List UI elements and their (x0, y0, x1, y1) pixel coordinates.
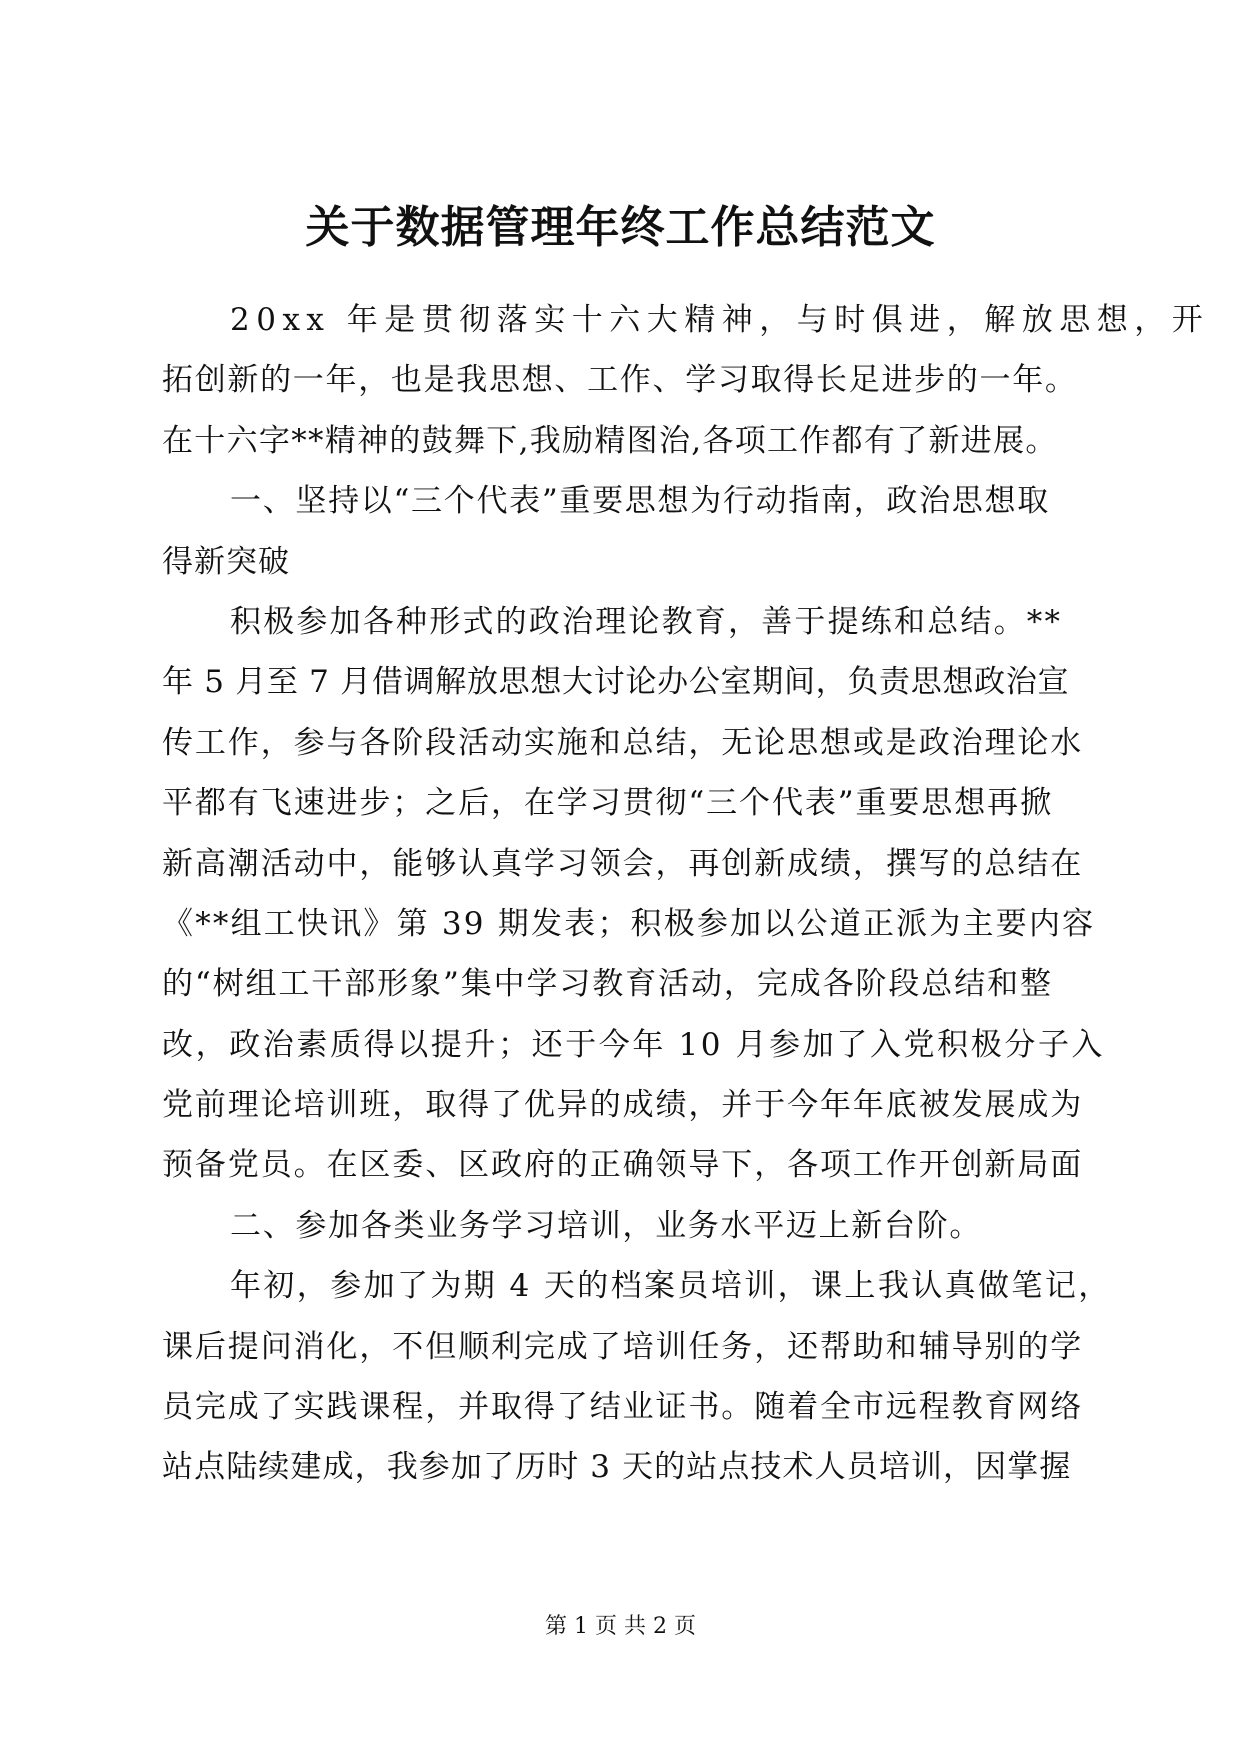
text-line: 20xx 年是贯彻落实十六大精神，与时俱进，解放思想，开 (230, 302, 1210, 338)
text-line: 《**组工快讯》第 39 期发表；积极参加以公道正派为主要内容 (162, 905, 1096, 942)
text-line: 积极参加各种形式的政治理论教育，善于提练和总结。** (230, 603, 1063, 640)
text-line: 一、坚持以“三个代表”重要思想为行动指南，政治思想取 (230, 483, 1050, 520)
text-line: 员完成了实践课程，并取得了结业证书。随着全市远程教育网络 (162, 1389, 1084, 1426)
text-line: 课后提问消化，不但顺利完成了培训任务，还帮助和辅导别的学 (162, 1328, 1084, 1365)
text-line: 拓创新的一年，也是我思想、工作、学习取得长足进步的一年。 (162, 362, 1078, 399)
text-line: 党前理论培训班，取得了优异的成绩，并于今年年底被发展成为 (162, 1087, 1084, 1124)
text-line: 平都有飞速进步；之后，在学习贯彻“三个代表”重要思想再掀 (162, 785, 1053, 822)
text-line: 新高潮活动中，能够认真学习领会，再创新成绩，撰写的总结在 (162, 845, 1084, 882)
text-line: 年 5 月至 7 月借调解放思想大讨论办公室期间，负责思想政治宣 (162, 664, 1070, 701)
document-body (162, 290, 1210, 1498)
text-line: 二、参加各类业务学习培训，业务水平迈上新台阶。 (230, 1207, 983, 1244)
page-footer: 第 1 页 共 2 页 (545, 1614, 696, 1639)
text-line: 的“树组工干部形象”集中学习教育活动，完成各阶段总结和整 (162, 966, 1053, 1003)
text-line: 改，政治素质得以提升；还于今年 10 月参加了入党积极分子入 (162, 1026, 1106, 1063)
text-line: 年初，参加了为期 4 天的档案员培训，课上我认真做笔记， (230, 1268, 1112, 1305)
document-title: 关于数据管理年终工作总结范文 (305, 202, 936, 253)
text-line: 在十六字**精神的鼓舞下,我励精图治,各项工作都有了新进展。 (162, 422, 1058, 459)
text-line: 得新突破 (162, 543, 290, 580)
text-line: 预备党员。在区委、区政府的正确领导下，各项工作开创新局面 (162, 1147, 1084, 1184)
text-line: 传工作，参与各阶段活动实施和总结，无论思想或是政治理论水 (162, 724, 1084, 761)
text-line: 站点陆续建成，我参加了历时 3 天的站点技术人员培训，因掌握 (162, 1449, 1072, 1486)
